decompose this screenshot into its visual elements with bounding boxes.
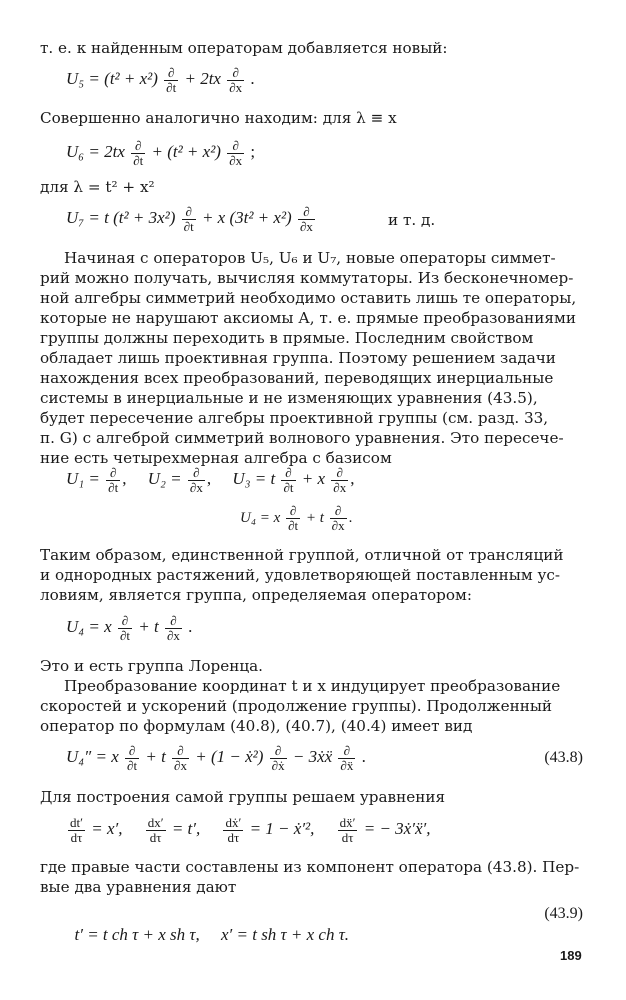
- equation-lorentz: [66, 612, 192, 643]
- text-line: т. е. к найденным операторам добавляется новый:: [40, 39, 448, 57]
- eq-term: = x′,: [91, 819, 123, 838]
- eq-term: − 3ẋẍ: [292, 747, 333, 766]
- eq-term: + t: [305, 510, 324, 526]
- fraction: $\frac{\text{dẋ′}}{d\tau}$: [225, 814, 242, 845]
- eq-lhs: U₇ = t (t² + 3x²): [66, 208, 176, 227]
- eq-term: + (t² + x²): [151, 142, 221, 161]
- text-line: Преобразование координат t и x индуцирует преобразование: [64, 677, 561, 695]
- equation-u4-basis: U₄ = x $\frac{\partial}{\partial t}$ + t $\frac{\partial}{\partial x}$ .: [240, 503, 353, 534]
- equation-prolonged: [66, 741, 366, 773]
- eq-term: + x: [301, 469, 326, 488]
- fraction: $\frac{\partial}{\partial x}$: [174, 742, 187, 773]
- eq-term: = t′,: [171, 819, 201, 838]
- fraction: $\frac{\partial}{\partial t}$: [283, 464, 294, 495]
- fraction: $\frac{\partial}{\partial x}$: [166, 612, 180, 643]
- eq-lhs: U₄″ = x: [66, 747, 119, 766]
- eq-term: + 2tx: [184, 69, 221, 88]
- text-line: Это и есть группа Лоренца.: [40, 657, 263, 675]
- fraction: $\frac{\partial}{\partial t}$: [288, 503, 299, 534]
- text-line: Таким образом, единственной группой, отличной от трансляций: [40, 546, 564, 564]
- eq-u1: U₁ =: [66, 469, 100, 488]
- eq-term: + x (3t² + x²): [201, 208, 292, 227]
- fraction: $\frac{\partial}{\partial x}$: [331, 503, 345, 534]
- text-line: для λ = t² + x²: [40, 178, 155, 196]
- fraction: $\frac{\partial}{\text{∂ẍ}}$: [340, 742, 354, 773]
- fraction: $\frac{\partial}{\partial x}$: [229, 137, 243, 168]
- fraction: $\frac{\partial}{\partial t}$: [183, 203, 194, 234]
- equation-u7: [66, 203, 317, 234]
- equation-basis: U₁ = $\frac{\partial}{\partial t}$ , U₂ = $\frac{\partial}{\partial x}$ , U₃ = t $\frac{\partial}{\partial t}$ + x $\frac{\partial}{\partial x}$ ,: [66, 464, 355, 495]
- eq-end: .: [188, 617, 193, 636]
- text-line: Для построения самой группы решаем уравнения: [40, 788, 446, 806]
- text-line: ние есть четырехмерная алгебра с базисом: [40, 449, 392, 467]
- fraction: $\frac{\partial}{\partial t}$: [127, 742, 138, 773]
- eq-lhs: U₄ = x: [66, 617, 112, 636]
- equation-solution: [66, 905, 349, 945]
- equation-number: (43.9): [544, 905, 583, 922]
- fraction: $\frac{\partial}{\partial x}$: [229, 64, 243, 95]
- eq-term: = − 3ẋ′ẍ′,: [363, 819, 431, 838]
- fraction: $\frac{\partial}{\partial t}$: [108, 464, 119, 495]
- eq-term: + t: [145, 747, 166, 766]
- fraction: $\frac{dt'}{d\tau}$: [70, 814, 83, 845]
- equation-u6: [66, 137, 255, 168]
- equation-number: (43.8): [544, 749, 583, 766]
- eq-tail: и т. д.: [388, 211, 436, 229]
- text-line: скоростей и ускорений (продолжение группы). Продолженный: [40, 697, 553, 715]
- eq-term: = 1 − ẋ′²,: [249, 819, 315, 838]
- text-line: Начиная с операторов U₅, U₆ и U₇, новые операторы симмет-: [64, 249, 556, 267]
- eq-u3: U₃ = t: [232, 469, 276, 488]
- eq-term: + t: [138, 617, 159, 636]
- text-line: будет пересечение алгебры проективной группы (см. разд. 33,: [40, 409, 549, 427]
- fraction: $\frac{\partial}{\partial x}$: [333, 464, 347, 495]
- fraction: $\frac{\partial}{\partial t}$: [166, 64, 177, 95]
- fraction: $\frac{\partial}{\partial x}$: [189, 464, 203, 495]
- equation-odes: [66, 812, 430, 846]
- text-line: где правые части составлены из компонент оператора (43.8). Пер-: [40, 858, 580, 876]
- text-line: которые не нарушают аксиомы А, т. е. прямые преобразованиями: [40, 309, 576, 327]
- text-line: системы в инерциальные и не изменяющих уравнения (43.5),: [40, 389, 538, 407]
- eq-lhs: U₆ = 2tx: [66, 142, 125, 161]
- eq-u2: U₂ =: [147, 469, 182, 488]
- text-line: группы должны переходить в прямые. Последним свойством: [40, 329, 534, 347]
- text-line: обладает лишь проективная группа. Поэтому решением задачи: [40, 349, 556, 367]
- fraction: $\frac{\text{dẍ′}}{d\tau}$: [339, 814, 356, 845]
- fraction: $\frac{\partial}{\partial t}$: [133, 137, 144, 168]
- page-number: 189: [560, 948, 582, 963]
- eq-u4: U₄ = x: [240, 510, 281, 526]
- text-line: нахождения всех преобразований, переводящих инерциальные: [40, 369, 554, 387]
- text-line: Совершенно аналогично находим: для λ ≡ x: [40, 109, 397, 127]
- eq-end: ;: [250, 142, 256, 161]
- eq-text: t′ = t ch τ + x sh τ, x′ = t sh τ + x ch τ.: [74, 925, 350, 944]
- text-line: п. G) с алгеброй симметрий волнового уравнения. Это пересече-: [40, 429, 564, 447]
- eq-end: .: [250, 69, 255, 88]
- eq-term: + (1 − ẋ²): [195, 747, 264, 766]
- text-line: ной алгебры симметрий необходимо оставить лишь те операторы,: [40, 289, 577, 307]
- text-line: оператор по формулам (40.8), (40.7), (40.4) имеет вид: [40, 717, 473, 735]
- text-line: ловиям, является группа, определяемая оператором:: [40, 586, 472, 604]
- text-line: и однородных растяжений, удовлетворяющей поставленным ус-: [40, 566, 561, 584]
- fraction: $\frac{dx'}{d\tau}$: [147, 814, 164, 845]
- fraction: $\frac{\partial}{\text{∂ẋ}}$: [271, 742, 285, 773]
- fraction: $\frac{\partial}{\partial x}$: [299, 203, 313, 234]
- equation-u5: [66, 64, 255, 95]
- eq-lhs: U₅ = (t² + x²): [66, 69, 158, 88]
- text-line: вые два уравнения дают: [40, 878, 237, 896]
- eq-end: .: [361, 747, 366, 766]
- text-line: рий можно получать, вычисляя коммутаторы. Из бесконечномер-: [40, 269, 574, 287]
- fraction: $\frac{\partial}{\partial t}$: [119, 612, 131, 643]
